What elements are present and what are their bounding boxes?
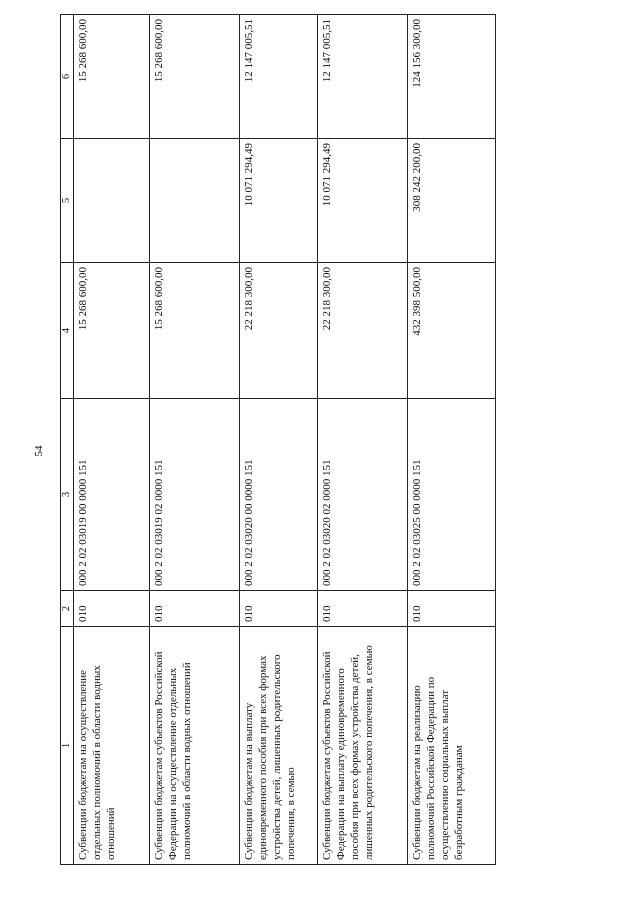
row-admin-code: 010 <box>318 591 408 627</box>
row-col5: 10 071 294,49 <box>318 139 408 263</box>
row-admin-code: 010 <box>408 591 496 627</box>
row-admin-code: 010 <box>74 591 150 627</box>
row-admin-code: 010 <box>240 591 318 627</box>
row-col6: 15 268 600,00 <box>150 15 240 139</box>
header-cell: 6 <box>61 15 74 139</box>
header-cell: 3 <box>61 399 74 591</box>
row-kbk-code: 000 2 02 03020 02 0000 151 <box>318 399 408 591</box>
row-col6: 15 268 600,00 <box>74 15 150 139</box>
budget-table <box>60 14 496 865</box>
row-col4: 22 218 300,00 <box>318 263 408 399</box>
header-row <box>61 15 74 865</box>
table-row <box>74 15 150 865</box>
row-col4: 15 268 600,00 <box>74 263 150 399</box>
row-name: Субвенции бюджетам на осуществление отдельных полномочий в области водных отношений <box>74 627 150 865</box>
row-col6: 12 147 005,51 <box>318 15 408 139</box>
table-row <box>318 15 408 865</box>
row-name: Субвенции бюджетам субъектов Российской Федерации на выплату единовременного пособия при всех формах устройства детей, лишенных родительского попечения, в семью <box>318 627 408 865</box>
row-col4: 15 268 600,00 <box>150 263 240 399</box>
row-col4: 432 398 500,00 <box>408 263 496 399</box>
row-kbk-code: 000 2 02 03025 00 0000 151 <box>408 399 496 591</box>
row-kbk-code: 000 2 02 03020 00 0000 151 <box>240 399 318 591</box>
header-cell: 1 <box>61 627 74 865</box>
page-number: 54 <box>33 445 45 457</box>
row-col4: 22 218 300,00 <box>240 263 318 399</box>
table-row <box>150 15 240 865</box>
header-cell: 4 <box>61 263 74 399</box>
header-cell: 2 <box>61 591 74 627</box>
rotated-table-area <box>60 15 600 865</box>
row-col5 <box>150 139 240 263</box>
row-name: Субвенции бюджетам на выплату единовременного пособия при всех формах устройства детей, лишенных родительского попечения, в семью <box>240 627 318 865</box>
row-admin-code: 010 <box>150 591 240 627</box>
row-col6: 124 156 300,00 <box>408 15 496 139</box>
row-col5: 10 071 294,49 <box>240 139 318 263</box>
table-row <box>240 15 318 865</box>
row-kbk-code: 000 2 02 03019 02 0000 151 <box>150 399 240 591</box>
row-name: Субвенции бюджетам субъектов Российской Федерации на осуществление отдельных полномочий в области водных отношений <box>150 627 240 865</box>
table-wrapper <box>60 15 600 865</box>
row-kbk-code: 000 2 02 03019 00 0000 151 <box>74 399 150 591</box>
row-col5 <box>74 139 150 263</box>
row-col5: 308 242 200,00 <box>408 139 496 263</box>
header-cell: 5 <box>61 139 74 263</box>
row-name: Субвенции бюджетам на реализацию полномочий Российской Федерации по осуществлению социальных выплат безработным гражданам <box>408 627 496 865</box>
table-row <box>408 15 496 865</box>
row-col6: 12 147 005,51 <box>240 15 318 139</box>
